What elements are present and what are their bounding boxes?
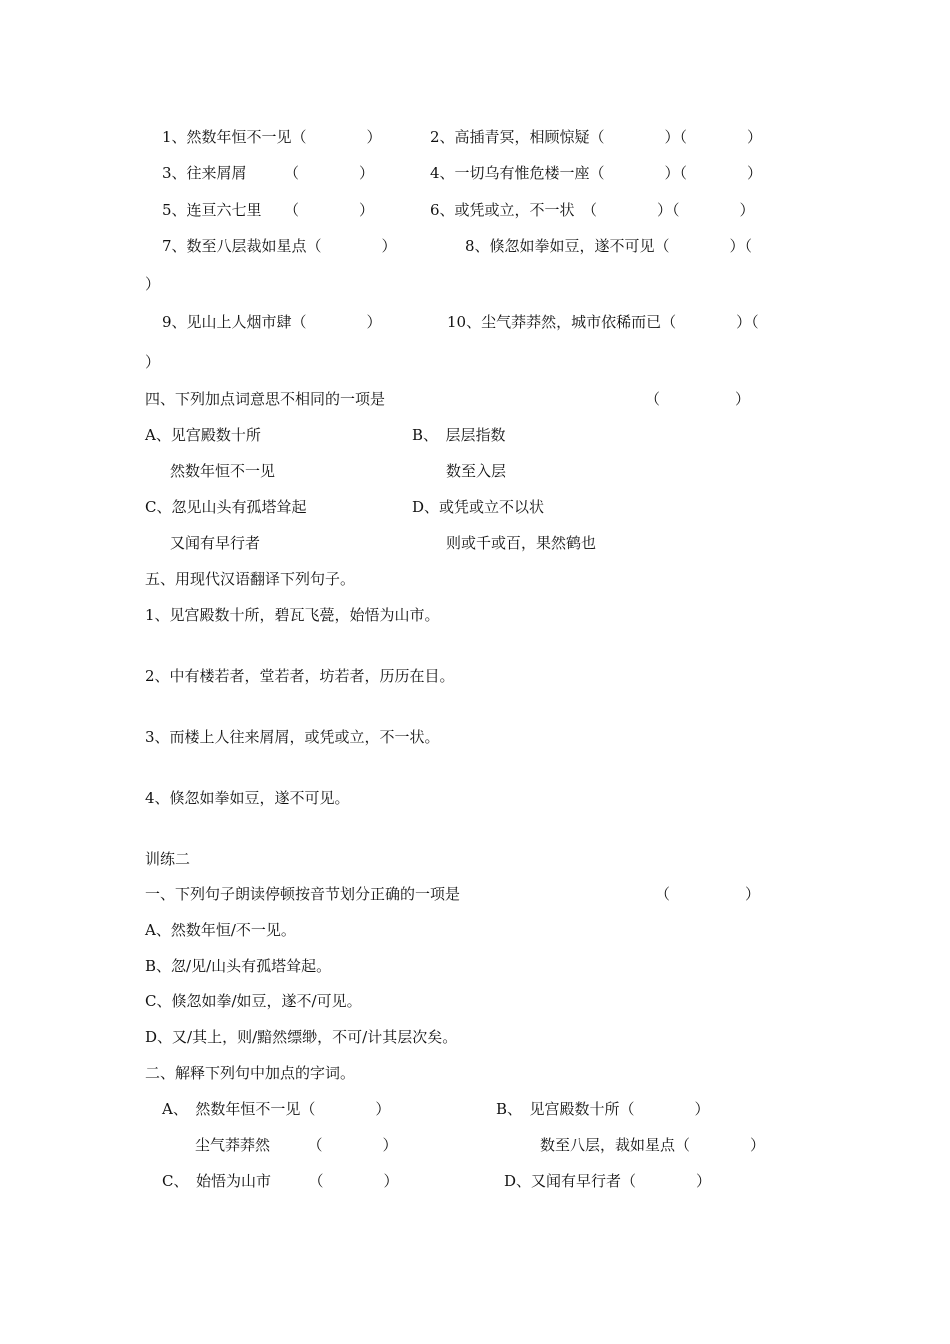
translate-q4: 4、倏忽如拳如豆，遂不可见。 xyxy=(145,789,350,807)
item-10: 10、尘气莽莽然，城市依稀而已（ ）（ xyxy=(447,313,759,331)
item-10-wrap: ） xyxy=(145,353,161,371)
answer-blank: （ ） xyxy=(655,885,761,903)
item-7: 7、数至八层裁如星点（ ） xyxy=(162,237,397,255)
option-d-line2: 则或千或百，果然鹤也 xyxy=(446,534,597,552)
item-3: 3、往来屑屑 （ ） xyxy=(162,164,375,182)
item-5: 5、连亘六七里 （ ） xyxy=(162,201,375,219)
item-4: 4、一切乌有惟危楼一座（ ）（ ） xyxy=(430,164,763,182)
option-c-line2: 又闻有早行者 xyxy=(170,534,261,552)
training-2-title: 训练二 xyxy=(145,850,191,868)
option-b-line2: 数至入层 xyxy=(446,462,507,480)
item-1: 1、然数年恒不一见（ ） xyxy=(162,128,382,146)
q1-option-d: D、又/其上，则/黯然缥缈，不可/计其层次矣。 xyxy=(145,1028,458,1046)
translate-q2: 2、中有楼若者，堂若者，坊若者，历历在目。 xyxy=(145,667,455,685)
training-2-q2-heading: 二、解释下列句中加点的字词。 xyxy=(145,1064,356,1082)
q2-a-line2: 尘气莽莽然 （ ） xyxy=(195,1136,398,1154)
item-8: 8、倏忽如拳如豆，遂不可见（ ）（ xyxy=(465,237,753,255)
item-9: 9、见山上人烟市肆（ ） xyxy=(162,313,382,331)
option-c-line1: C、忽见山头有孤塔耸起 xyxy=(145,498,307,516)
option-a-line1: A、见宫殿数十所 xyxy=(145,426,261,444)
q2-a-line1: A、 然数年恒不一见（ ） xyxy=(162,1100,391,1118)
q1-option-c: C、倏忽如拳/如豆，遂不/可见。 xyxy=(145,992,362,1010)
q2-b-line1: B、 见宫殿数十所（ ） xyxy=(496,1100,710,1118)
translate-q1: 1、见宫殿数十所，碧瓦飞甍，始悟为山市。 xyxy=(145,606,440,624)
item-2: 2、高插青冥，相顾惊疑（ ）（ ） xyxy=(430,128,763,146)
answer-blank: （ ） xyxy=(645,390,751,408)
option-b-line1: B、 层层指数 xyxy=(412,426,506,444)
option-a-line2: 然数年恒不一见 xyxy=(170,462,276,480)
q1-option-b: B、忽/见/山头有孤塔耸起。 xyxy=(145,957,332,975)
translate-q3: 3、而楼上人往来屑屑，或凭或立，不一状。 xyxy=(145,728,440,746)
q1-option-a: A、然数年恒/不一见。 xyxy=(145,921,296,939)
section-4-heading: 四、下列加点词意思不相同的一项是 xyxy=(145,390,386,408)
q2-c-line1: C、 始悟为山市 （ ） xyxy=(162,1172,399,1190)
q2-b-line2: 数至八层，裁如星点（ ） xyxy=(540,1136,766,1154)
section-5-heading: 五、用现代汉语翻译下列句子。 xyxy=(145,570,356,588)
option-d-line1: D、或凭或立不以状 xyxy=(412,498,545,516)
item-6: 6、或凭或立，不一状 （ ）（ ） xyxy=(430,201,755,219)
item-8-wrap: ） xyxy=(145,275,161,293)
q2-d-line1: D、又闻有早行者（ ） xyxy=(504,1172,712,1190)
training-2-q1-heading: 一、下列句子朗读停顿按音节划分正确的一项是 xyxy=(145,885,461,903)
